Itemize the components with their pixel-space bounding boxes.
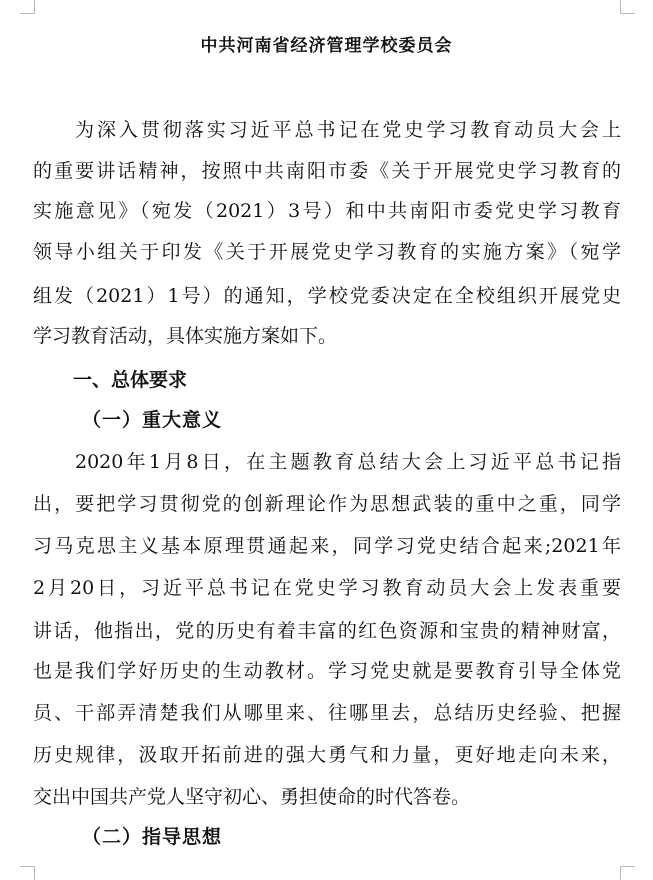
subsection-heading: （一）重大意义 (82, 409, 223, 431)
page-corner-mark-top-left (20, 0, 35, 14)
paragraph-line: 组发（2021）1号）的通知，学校党委决定在全校组织开展党史 (33, 285, 621, 307)
document-title: 中共河南省经济管理学校委员会 (200, 36, 453, 56)
paragraph-line: 交出中国共产党人坚守初心、勇担使命的时代答卷。 (33, 786, 471, 808)
paragraph-line: 员、干部弄清楚我们从哪里来、往哪里去，总结历史经验、把握 (33, 702, 621, 724)
page-corner-mark-bottom-left (20, 866, 35, 880)
paragraph-line: 也是我们学好历史的生动教材。学习党史就是要教育引导全体党 (33, 660, 621, 682)
paragraph-line: 讲话，他指出，党的历史有着丰富的红色资源和宝贵的精神财富， (33, 620, 621, 642)
page-corner-mark-bottom-right (620, 866, 635, 880)
paragraph-line: 习马克思主义基本原理贯通起来，同学习党史结合起来;2021年 (33, 535, 621, 557)
subsection-heading: （二）指导思想 (82, 826, 223, 848)
paragraph-line: 的重要讲话精神，按照中共南阳市委《关于开展党史学习教育的 (33, 160, 621, 182)
paragraph-line: 领导小组关于印发《关于开展党史学习教育的实施方案》（宛学 (33, 241, 621, 263)
paragraph-line: 学习教育活动，具体实施方案如下。 (33, 325, 338, 347)
paragraph-line: 出，要把学习贯彻党的创新理论作为思想武装的重中之重，同学 (33, 493, 621, 515)
paragraph-line: 2020年1月8日，在主题教育总结大会上习近平总书记指 (75, 451, 621, 473)
paragraph-line: 历史规律，汲取开拓前进的强大勇气和力量，更好地走向未来， (33, 744, 621, 766)
page-corner-mark-top-right (620, 0, 635, 14)
paragraph-line: 2月20日，习近平总书记在党史学习教育动员大会上发表重要 (33, 577, 621, 599)
paragraph-line: 实施意见》（宛发（2021）3号）和中共南阳市委党史学习教育 (33, 200, 621, 222)
section-heading: 一、总体要求 (73, 369, 188, 391)
paragraph-line: 为深入贯彻落实习近平总书记在党史学习教育动员大会上 (75, 119, 621, 141)
